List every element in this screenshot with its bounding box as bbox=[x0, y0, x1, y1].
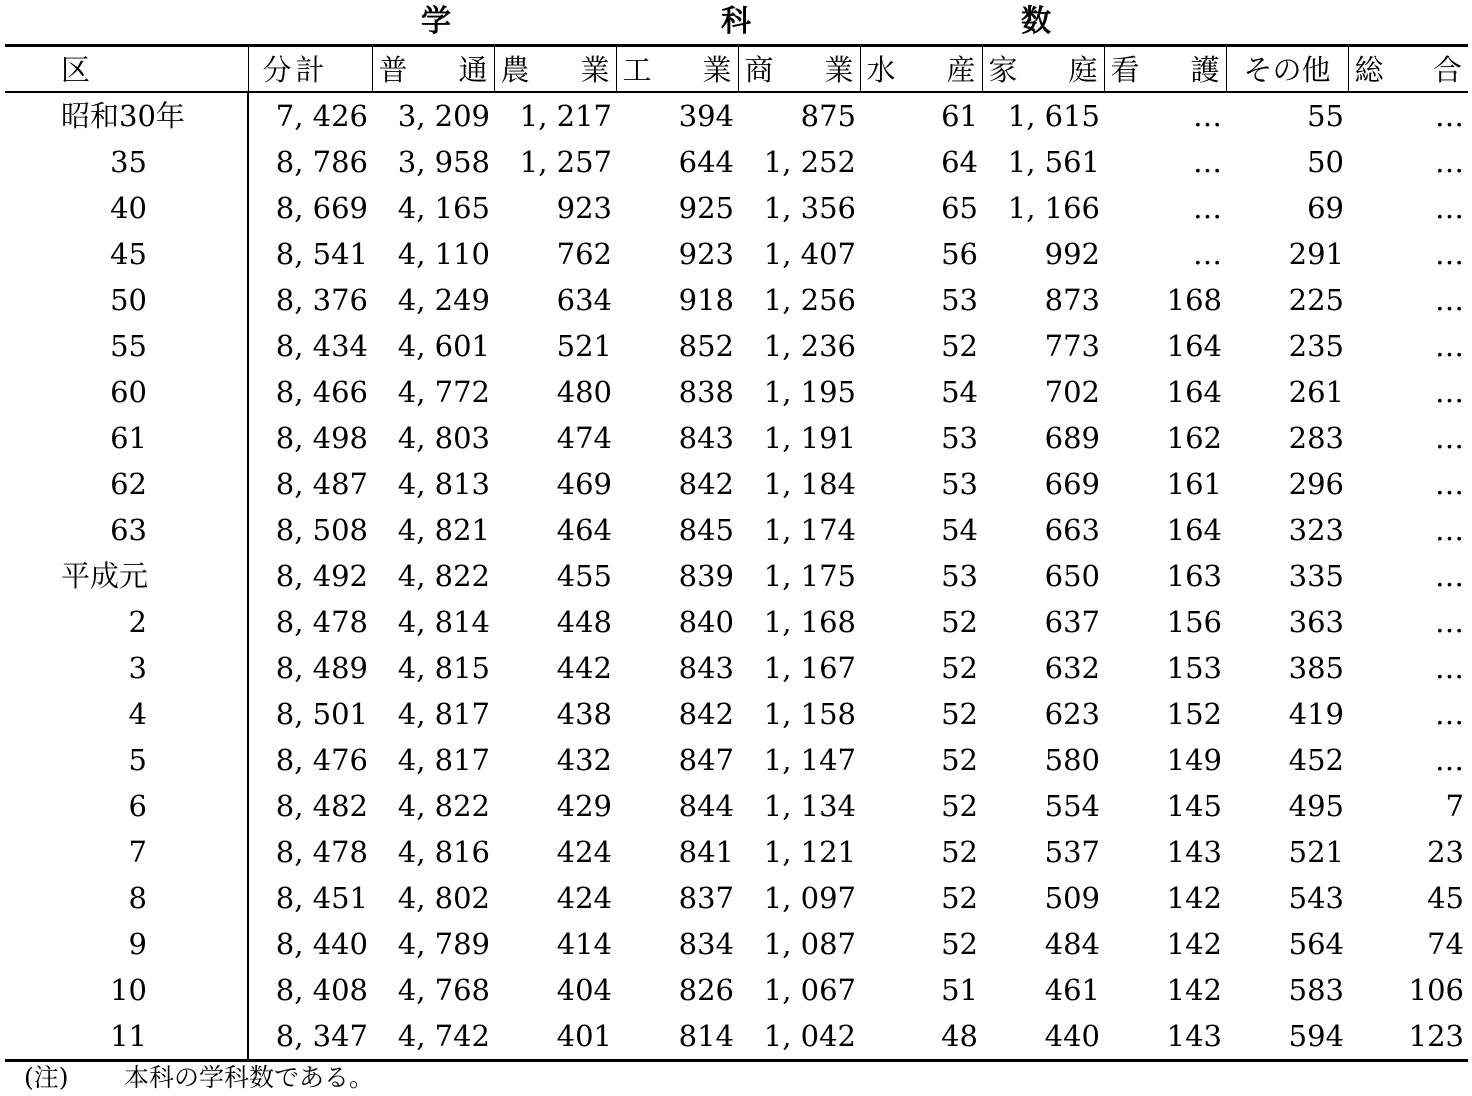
cell-nogyo: 455 bbox=[556, 558, 612, 593]
cell-total: 8, 466 bbox=[275, 374, 368, 409]
cell-total: 7, 426 bbox=[275, 98, 368, 133]
cell-suisan: 52 bbox=[941, 742, 978, 777]
cell-shogyo: 1, 168 bbox=[763, 604, 856, 639]
header-row bbox=[5, 46, 1468, 92]
cell-kango: 142 bbox=[1166, 972, 1222, 1007]
cell-kogyo: 814 bbox=[616, 1013, 738, 1061]
column-header-label-part: 業 bbox=[702, 53, 732, 88]
cell-sonota: 55 bbox=[1307, 98, 1344, 133]
cell-suisan: 52 bbox=[941, 696, 978, 731]
cell-sogo: … bbox=[1435, 236, 1464, 271]
cell-futsu: 3, 958 bbox=[397, 144, 490, 179]
cell-sogo: … bbox=[1435, 742, 1464, 777]
column-header-label-part: 合 bbox=[1432, 53, 1462, 88]
cell-kango: … bbox=[1193, 236, 1222, 271]
cell-nogyo: 424 bbox=[556, 834, 612, 869]
cell-total: 8, 498 bbox=[275, 420, 368, 455]
cell-sogo: … bbox=[1435, 328, 1464, 363]
column-header-label-part: 総 bbox=[1354, 53, 1384, 88]
cell-futsu: 4, 742 bbox=[372, 1013, 494, 1061]
cell-sonota: 521 bbox=[1288, 834, 1344, 869]
cell-katei: 623 bbox=[1044, 696, 1100, 731]
table-row bbox=[5, 829, 1468, 875]
cell-total: 8, 501 bbox=[275, 696, 368, 731]
cell-suisan: 53 bbox=[941, 420, 978, 455]
cell-futsu: 4, 817 bbox=[397, 742, 490, 777]
cell-katei: 484 bbox=[1044, 926, 1100, 961]
cell-nogyo: 634 bbox=[556, 282, 612, 317]
table-row bbox=[5, 415, 1468, 461]
column-header-label: 計 bbox=[295, 53, 325, 88]
cell-nogyo: 464 bbox=[556, 512, 612, 547]
cell-kango: 142 bbox=[1166, 880, 1222, 915]
cell-kango: 168 bbox=[1166, 282, 1222, 317]
cell-katei: 461 bbox=[1044, 972, 1100, 1007]
cell-nogyo: 401 bbox=[494, 1013, 616, 1061]
table-body bbox=[5, 92, 1468, 1061]
cell-sonota: 235 bbox=[1288, 328, 1344, 363]
table-row bbox=[5, 277, 1468, 323]
cell-sogo: … bbox=[1435, 374, 1464, 409]
cell-futsu: 4, 822 bbox=[397, 558, 490, 593]
footnote bbox=[24, 1062, 374, 1094]
table-row bbox=[5, 875, 1468, 921]
cell-nogyo: 442 bbox=[556, 650, 612, 685]
row-label: 55 bbox=[5, 323, 248, 369]
cell-shogyo: 1, 067 bbox=[763, 972, 856, 1007]
cell-katei: 632 bbox=[1044, 650, 1100, 685]
table-row bbox=[5, 737, 1468, 783]
cell-shogyo: 1, 042 bbox=[738, 1013, 860, 1061]
row-label: 2 bbox=[5, 599, 248, 645]
cell-sogo: 7 bbox=[1445, 788, 1464, 823]
column-header-sonota bbox=[1226, 46, 1348, 92]
column-header-label-part: 区 bbox=[61, 53, 91, 88]
cell-nogyo: 521 bbox=[556, 328, 612, 363]
cell-kogyo: 923 bbox=[678, 236, 734, 271]
row-label: 50 bbox=[5, 277, 248, 323]
cell-suisan: 54 bbox=[941, 374, 978, 409]
cell-katei: 440 bbox=[982, 1013, 1104, 1061]
cell-sonota: 495 bbox=[1288, 788, 1344, 823]
cell-kogyo: 845 bbox=[678, 512, 734, 547]
cell-katei: 554 bbox=[1044, 788, 1100, 823]
table-row bbox=[5, 553, 1468, 599]
column-header-kubun bbox=[5, 46, 292, 92]
cell-shogyo: 1, 147 bbox=[763, 742, 856, 777]
cell-sonota: 323 bbox=[1288, 512, 1344, 547]
column-header-label-part: 看 bbox=[1110, 53, 1140, 88]
cell-sonota: 583 bbox=[1288, 972, 1344, 1007]
cell-futsu: 4, 814 bbox=[397, 604, 490, 639]
cell-katei: 537 bbox=[1044, 834, 1100, 869]
cell-sonota: 283 bbox=[1288, 420, 1344, 455]
cell-kango: 152 bbox=[1166, 696, 1222, 731]
table-row bbox=[5, 461, 1468, 507]
cell-sogo: … bbox=[1435, 466, 1464, 501]
cell-total: 8, 408 bbox=[275, 972, 368, 1007]
cell-futsu: 4, 822 bbox=[397, 788, 490, 823]
cell-total: 8, 669 bbox=[275, 190, 368, 225]
cell-katei: 580 bbox=[1044, 742, 1100, 777]
cell-katei: 650 bbox=[1044, 558, 1100, 593]
column-header-label-part: 水 bbox=[866, 53, 896, 88]
column-header-label-part: 普 bbox=[378, 53, 408, 88]
cell-suisan: 53 bbox=[941, 466, 978, 501]
cell-katei: 663 bbox=[1044, 512, 1100, 547]
cell-suisan: 52 bbox=[941, 926, 978, 961]
table-row bbox=[5, 783, 1468, 829]
column-header-futsu bbox=[372, 46, 494, 92]
cell-suisan: 61 bbox=[941, 98, 978, 133]
cell-kogyo: 840 bbox=[678, 604, 734, 639]
cell-sonota: 69 bbox=[1307, 190, 1344, 225]
column-header-label-part: 分 bbox=[262, 53, 292, 88]
row-label: 62 bbox=[5, 461, 248, 507]
cell-nogyo: 1, 257 bbox=[519, 144, 612, 179]
cell-kango: 164 bbox=[1166, 374, 1222, 409]
cell-kogyo: 847 bbox=[678, 742, 734, 777]
cell-kango: 162 bbox=[1166, 420, 1222, 455]
cell-suisan: 56 bbox=[941, 236, 978, 271]
cell-total: 8, 482 bbox=[275, 788, 368, 823]
cell-sogo: … bbox=[1435, 558, 1464, 593]
row-label: 5 bbox=[5, 737, 248, 783]
row-label: 40 bbox=[5, 185, 248, 231]
cell-total: 8, 376 bbox=[275, 282, 368, 317]
cell-kogyo: 838 bbox=[678, 374, 734, 409]
cell-total: 8, 478 bbox=[275, 834, 368, 869]
cell-sonota: 452 bbox=[1288, 742, 1344, 777]
cell-futsu: 3, 209 bbox=[397, 98, 490, 133]
cell-kango: 164 bbox=[1166, 328, 1222, 363]
cell-sogo: … bbox=[1435, 144, 1464, 179]
cell-suisan: 65 bbox=[941, 190, 978, 225]
cell-nogyo: 1, 217 bbox=[519, 98, 612, 133]
cell-total: 8, 476 bbox=[275, 742, 368, 777]
cell-nogyo: 474 bbox=[556, 420, 612, 455]
cell-shogyo: 1, 407 bbox=[763, 236, 856, 271]
cell-kango: 163 bbox=[1166, 558, 1222, 593]
cell-shogyo: 1, 256 bbox=[763, 282, 856, 317]
cell-sogo: … bbox=[1435, 282, 1464, 317]
cell-katei: 773 bbox=[1044, 328, 1100, 363]
cell-futsu: 4, 772 bbox=[397, 374, 490, 409]
cell-kogyo: 843 bbox=[678, 420, 734, 455]
cell-kogyo: 842 bbox=[678, 696, 734, 731]
table-row bbox=[5, 645, 1468, 691]
column-header-label-part: 商 bbox=[744, 53, 774, 88]
column-header-sogo bbox=[1348, 46, 1468, 92]
column-header-label-part: 庭 bbox=[1068, 53, 1098, 88]
row-label: 7 bbox=[5, 829, 248, 875]
table-row bbox=[5, 231, 1468, 277]
column-header-katei bbox=[982, 46, 1104, 92]
cell-sogo: … bbox=[1435, 512, 1464, 547]
table-row bbox=[5, 599, 1468, 645]
cell-futsu: 4, 802 bbox=[397, 880, 490, 915]
cell-futsu: 4, 803 bbox=[397, 420, 490, 455]
cell-futsu: 4, 110 bbox=[397, 236, 490, 271]
row-label: 平成元 bbox=[5, 553, 248, 599]
cell-shogyo: 1, 175 bbox=[763, 558, 856, 593]
cell-kogyo: 394 bbox=[678, 98, 734, 133]
table-row bbox=[5, 369, 1468, 415]
cell-suisan: 52 bbox=[941, 650, 978, 685]
cell-suisan: 52 bbox=[941, 880, 978, 915]
cell-total: 8, 489 bbox=[275, 650, 368, 685]
column-header-kango bbox=[1104, 46, 1226, 92]
cell-nogyo: 448 bbox=[556, 604, 612, 639]
cell-kogyo: 844 bbox=[678, 788, 734, 823]
table-row bbox=[5, 1013, 1468, 1061]
cell-sogo: 106 bbox=[1408, 972, 1464, 1007]
cell-sogo: … bbox=[1435, 650, 1464, 685]
column-header-label-part: 護 bbox=[1190, 53, 1220, 88]
cell-nogyo: 424 bbox=[556, 880, 612, 915]
cell-kogyo: 842 bbox=[678, 466, 734, 501]
cell-kango: 143 bbox=[1104, 1013, 1226, 1061]
cell-katei: 1, 166 bbox=[1007, 190, 1100, 225]
cell-total: 8, 434 bbox=[275, 328, 368, 363]
cell-suisan: 51 bbox=[941, 972, 978, 1007]
row-label: 昭和30年 bbox=[5, 92, 248, 139]
cell-kango: 142 bbox=[1166, 926, 1222, 961]
cell-kango: 149 bbox=[1166, 742, 1222, 777]
cell-futsu: 4, 815 bbox=[397, 650, 490, 685]
cell-shogyo: 1, 087 bbox=[763, 926, 856, 961]
cell-sogo: 45 bbox=[1427, 880, 1464, 915]
cell-futsu: 4, 821 bbox=[397, 512, 490, 547]
cell-sogo: … bbox=[1435, 190, 1464, 225]
cell-sonota: 225 bbox=[1288, 282, 1344, 317]
cell-total: 8, 451 bbox=[275, 880, 368, 915]
cell-kogyo: 918 bbox=[678, 282, 734, 317]
column-header-label-part: 工 bbox=[622, 53, 652, 88]
cell-suisan: 54 bbox=[941, 512, 978, 547]
cell-total: 8, 492 bbox=[275, 558, 368, 593]
cell-shogyo: 875 bbox=[800, 98, 856, 133]
cell-shogyo: 1, 191 bbox=[763, 420, 856, 455]
cell-total: 8, 541 bbox=[275, 236, 368, 271]
cell-sogo: 123 bbox=[1348, 1013, 1468, 1061]
cell-shogyo: 1, 252 bbox=[763, 144, 856, 179]
cell-katei: 689 bbox=[1044, 420, 1100, 455]
cell-sogo: … bbox=[1435, 604, 1464, 639]
cell-futsu: 4, 768 bbox=[397, 972, 490, 1007]
cell-sonota: 50 bbox=[1307, 144, 1344, 179]
row-label: 45 bbox=[5, 231, 248, 277]
cell-katei: 702 bbox=[1044, 374, 1100, 409]
cell-kogyo: 841 bbox=[678, 834, 734, 869]
cell-katei: 509 bbox=[1044, 880, 1100, 915]
cell-nogyo: 438 bbox=[556, 696, 612, 731]
cell-total: 8, 786 bbox=[275, 144, 368, 179]
cell-suisan: 52 bbox=[941, 788, 978, 823]
column-header-shogyo bbox=[738, 46, 860, 92]
cell-sonota: 564 bbox=[1288, 926, 1344, 961]
cell-shogyo: 1, 134 bbox=[763, 788, 856, 823]
cell-kango: 164 bbox=[1166, 512, 1222, 547]
cell-sogo: … bbox=[1435, 696, 1464, 731]
cell-total: 8, 508 bbox=[275, 512, 368, 547]
cell-kango: … bbox=[1193, 190, 1222, 225]
column-header-kogyo bbox=[616, 46, 738, 92]
cell-sogo: … bbox=[1435, 420, 1464, 455]
cell-sonota: 291 bbox=[1288, 236, 1344, 271]
cell-shogyo: 1, 158 bbox=[763, 696, 856, 731]
cell-suisan: 53 bbox=[941, 282, 978, 317]
table-row bbox=[5, 185, 1468, 231]
cell-futsu: 4, 249 bbox=[397, 282, 490, 317]
cell-shogyo: 1, 236 bbox=[763, 328, 856, 363]
cell-katei: 669 bbox=[1044, 466, 1100, 501]
cell-sonota: 594 bbox=[1226, 1013, 1348, 1061]
cell-suisan: 53 bbox=[941, 558, 978, 593]
cell-sonota: 363 bbox=[1288, 604, 1344, 639]
cell-sogo: 23 bbox=[1427, 834, 1464, 869]
row-label: 11 bbox=[5, 1013, 248, 1061]
cell-kango: 161 bbox=[1166, 466, 1222, 501]
row-label: 60 bbox=[5, 369, 248, 415]
cell-kango: … bbox=[1193, 98, 1222, 133]
column-header-label-part: 農 bbox=[500, 53, 530, 88]
row-label: 3 bbox=[5, 645, 248, 691]
cell-kango: 145 bbox=[1166, 788, 1222, 823]
cell-katei: 637 bbox=[1044, 604, 1100, 639]
cell-sonota: 261 bbox=[1288, 374, 1344, 409]
row-label: 61 bbox=[5, 415, 248, 461]
cell-nogyo: 480 bbox=[556, 374, 612, 409]
column-header-label-part: 業 bbox=[824, 53, 854, 88]
cell-shogyo: 1, 356 bbox=[763, 190, 856, 225]
table-row bbox=[5, 921, 1468, 967]
table-row bbox=[5, 691, 1468, 737]
column-header-label-part: 家 bbox=[988, 53, 1018, 88]
cell-kango: 143 bbox=[1166, 834, 1222, 869]
cell-sonota: 419 bbox=[1288, 696, 1344, 731]
cell-futsu: 4, 601 bbox=[397, 328, 490, 363]
cell-katei: 1, 561 bbox=[1007, 144, 1100, 179]
column-header-label-part: 業 bbox=[580, 53, 610, 88]
cell-nogyo: 762 bbox=[556, 236, 612, 271]
row-label: 4 bbox=[5, 691, 248, 737]
cell-katei: 1, 615 bbox=[1007, 98, 1100, 133]
column-header-nogyo bbox=[494, 46, 616, 92]
cell-futsu: 4, 789 bbox=[397, 926, 490, 961]
cell-total: 8, 478 bbox=[275, 604, 368, 639]
cell-futsu: 4, 817 bbox=[397, 696, 490, 731]
cell-total: 8, 487 bbox=[275, 466, 368, 501]
table-row bbox=[5, 967, 1468, 1013]
row-label: 63 bbox=[5, 507, 248, 553]
cell-futsu: 4, 816 bbox=[397, 834, 490, 869]
cell-nogyo: 404 bbox=[556, 972, 612, 1007]
cell-total: 8, 347 bbox=[248, 1013, 372, 1061]
row-label: 10 bbox=[5, 967, 248, 1013]
row-label: 35 bbox=[5, 139, 248, 185]
cell-nogyo: 429 bbox=[556, 788, 612, 823]
cell-nogyo: 432 bbox=[556, 742, 612, 777]
cell-total: 8, 440 bbox=[275, 926, 368, 961]
cell-kogyo: 837 bbox=[678, 880, 734, 915]
table-row bbox=[5, 139, 1468, 185]
column-header-label: その他 bbox=[1243, 53, 1331, 88]
cell-sonota: 543 bbox=[1288, 880, 1344, 915]
cell-katei: 873 bbox=[1044, 282, 1100, 317]
cell-suisan: 52 bbox=[941, 328, 978, 363]
cell-kango: 156 bbox=[1166, 604, 1222, 639]
data-table bbox=[5, 44, 1468, 1062]
cell-sonota: 335 bbox=[1288, 558, 1344, 593]
cell-kogyo: 852 bbox=[678, 328, 734, 363]
cell-sogo: 74 bbox=[1427, 926, 1464, 961]
cell-shogyo: 1, 097 bbox=[763, 880, 856, 915]
cell-suisan: 64 bbox=[941, 144, 978, 179]
table-row bbox=[5, 507, 1468, 553]
cell-kogyo: 834 bbox=[678, 926, 734, 961]
cell-nogyo: 923 bbox=[556, 190, 612, 225]
cell-shogyo: 1, 184 bbox=[763, 466, 856, 501]
row-label: 6 bbox=[5, 783, 248, 829]
footnote-text: 本科の学科数である。 bbox=[124, 1063, 375, 1092]
cell-kogyo: 826 bbox=[678, 972, 734, 1007]
cell-futsu: 4, 813 bbox=[397, 466, 490, 501]
cell-kogyo: 644 bbox=[678, 144, 734, 179]
page-title: 学 科 数 bbox=[421, 4, 1171, 39]
cell-futsu: 4, 165 bbox=[397, 190, 490, 225]
cell-suisan: 48 bbox=[860, 1013, 982, 1061]
cell-kango: … bbox=[1193, 144, 1222, 179]
cell-nogyo: 414 bbox=[556, 926, 612, 961]
cell-shogyo: 1, 174 bbox=[763, 512, 856, 547]
cell-sogo: … bbox=[1435, 98, 1464, 133]
table-row bbox=[5, 323, 1468, 369]
cell-shogyo: 1, 195 bbox=[763, 374, 856, 409]
table-row bbox=[5, 92, 1468, 139]
cell-shogyo: 1, 167 bbox=[763, 650, 856, 685]
cell-suisan: 52 bbox=[941, 604, 978, 639]
cell-nogyo: 469 bbox=[556, 466, 612, 501]
cell-shogyo: 1, 121 bbox=[763, 834, 856, 869]
cell-kogyo: 843 bbox=[678, 650, 734, 685]
cell-katei: 992 bbox=[1044, 236, 1100, 271]
column-header-suisan bbox=[860, 46, 982, 92]
column-header-label-part: 通 bbox=[458, 53, 488, 88]
cell-sonota: 296 bbox=[1288, 466, 1344, 501]
cell-sonota: 385 bbox=[1288, 650, 1344, 685]
cell-kogyo: 839 bbox=[678, 558, 734, 593]
cell-kogyo: 925 bbox=[678, 190, 734, 225]
row-label: 8 bbox=[5, 875, 248, 921]
column-header-label-part: 産 bbox=[946, 53, 976, 88]
cell-suisan: 52 bbox=[941, 834, 978, 869]
row-label: 9 bbox=[5, 921, 248, 967]
footnote-mark: (注) bbox=[24, 1063, 69, 1092]
table-header bbox=[5, 46, 1468, 92]
cell-kango: 153 bbox=[1166, 650, 1222, 685]
